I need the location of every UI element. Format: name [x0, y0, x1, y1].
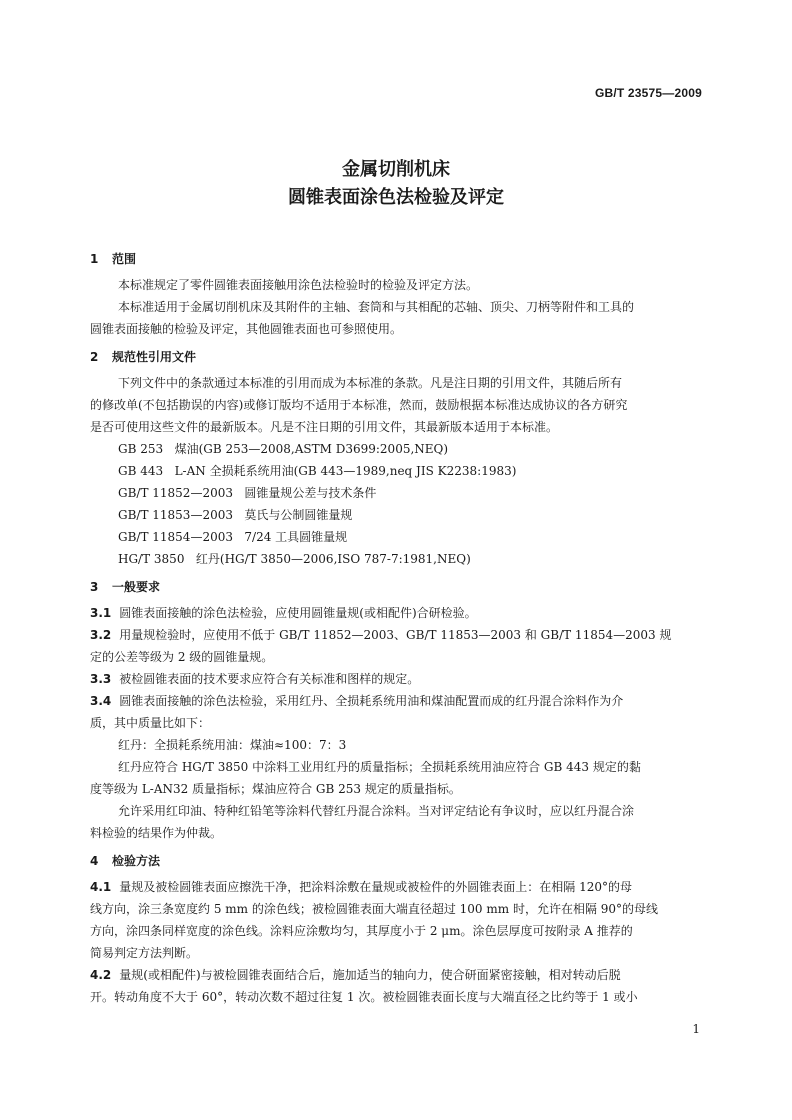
clause-number: 4.2 — [90, 968, 112, 982]
section-heading — [90, 850, 704, 872]
clause-continuation: 线方向，涂三条宽度约 5 mm 的涂色线；被检圆锥表面大端直径超过 100 mm 时，允许在相隔 90°的母线 — [90, 902, 659, 916]
section-number: 4 — [90, 854, 99, 868]
reference-item: GB/T 11854—2003 7/24 工具圆锥量规 — [118, 530, 348, 544]
clause-text: 量规及被检圆锥表面应擦洗干净，把涂料涂敷在量规或被检件的外圆锥表面上：在相隔 120°的母 — [119, 880, 632, 894]
clause — [90, 668, 704, 690]
section-heading — [90, 248, 704, 270]
document-title-line1: 金属切削机床 — [342, 159, 450, 180]
reference-item: HG/T 3850 红丹(HG/T 3850—2006,ISO 787-7:1981,NEQ) — [118, 552, 471, 566]
reference-item: GB/T 11852—2003 圆锥量规公差与技术条件 — [118, 486, 377, 500]
section-title: 范围 — [112, 252, 137, 266]
document-body — [90, 248, 704, 1008]
mass-ratio: 红丹：全损耗系统用油：煤油≈100：7：3 — [118, 738, 347, 752]
clause — [90, 876, 704, 898]
clause-text: 用量规检验时，应使用不低于 GB/T 11852—2003、GB/T 11853—2003 和 GB/T 11854—2003 规 — [119, 628, 672, 642]
paragraph-line: 料检验的结果作为仲裁。 — [90, 826, 223, 840]
clause-number: 4.1 — [90, 880, 112, 894]
clause — [90, 624, 704, 646]
paragraph-line: 本标准适用于金属切削机床及其附件的主轴、套筒和与其相配的芯轴、顶尖、刀柄等附件和工具的 — [118, 300, 635, 314]
reference-item: GB 253 煤油(GB 253—2008,ASTM D3699:2005,NEQ) — [118, 442, 449, 456]
reference-item: GB 443 L-AN 全损耗系统用油(GB 443—1989,neq JIS K2238:1983) — [118, 464, 517, 478]
clause-number: 3.2 — [90, 628, 112, 642]
paragraph-line: 允许采用红印油、特种红铅笔等涂料代替红丹混合涂料。当对评定结论有争议时，应以红丹混合涂 — [118, 804, 635, 818]
clause-continuation: 简易判定方法判断。 — [90, 946, 199, 960]
paragraph-line: 度等级为 L-AN32 质量指标；煤油应符合 GB 253 规定的质量指标。 — [90, 782, 461, 796]
clause-continuation: 定的公差等级为 2 级的圆锥量规。 — [90, 650, 274, 664]
clause-continuation: 质，其中质量比如下： — [90, 716, 211, 730]
clause-continuation: 开。转动角度不大于 60°，转动次数不超过往复 1 次。被检圆锥表面长度与大端直径之比约等于 1 或小 — [90, 990, 638, 1004]
section-title: 规范性引用文件 — [112, 350, 197, 364]
section-number: 3 — [90, 580, 99, 594]
document-title-line2: 圆锥表面涂色法检验及评定 — [288, 187, 504, 208]
section-number: 2 — [90, 350, 99, 364]
clause — [90, 690, 704, 712]
clause-text: 圆锥表面接触的涂色法检验，应使用圆锥量规(或相配件)合研检验。 — [119, 606, 477, 620]
paragraph-line: 是否可使用这些文件的最新版本。凡是不注日期的引用文件，其最新版本适用于本标准。 — [90, 420, 559, 434]
clause — [90, 602, 704, 624]
paragraph: 本标准规定了零件圆锥表面接触用涂色法检验时的检验及评定方法。 — [118, 278, 479, 292]
standard-code: GB/T 23575—2009 — [594, 86, 702, 100]
clause-number: 3.4 — [90, 694, 112, 708]
section-title: 检验方法 — [112, 854, 161, 868]
clause-text: 圆锥表面接触的涂色法检验，采用红丹、全损耗系统用油和煤油配置而成的红丹混合涂料作为介 — [119, 694, 624, 708]
clause — [90, 964, 704, 986]
reference-item: GB/T 11853—2003 莫氏与公制圆锥量规 — [118, 508, 353, 522]
page-number: 1 — [692, 1022, 700, 1036]
clause-text: 量规(或相配件)与被检圆锥表面结合后，施加适当的轴向力，使合研面紧密接触，相对转动后脱 — [119, 968, 621, 982]
clause-text: 被检圆锥表面的技术要求应符合有关标准和图样的规定。 — [119, 672, 420, 686]
paragraph-line: 红丹应符合 HG/T 3850 中涂料工业用红丹的质量指标；全损耗系统用油应符合 GB 443 规定的黏 — [118, 760, 641, 774]
clause-number: 3.1 — [90, 606, 112, 620]
section-heading — [90, 346, 704, 368]
paragraph-line: 下列文件中的条款通过本标准的引用而成为本标准的条款。凡是注日期的引用文件，其随后所有 — [118, 376, 623, 390]
paragraph-line: 的修改单(不包括勘误的内容)或修订版均不适用于本标准，然而，鼓励根据本标准达成协议的各方研究 — [90, 398, 628, 412]
paragraph-line: 圆锥表面接触的检验及评定，其他圆锥表面也可参照使用。 — [90, 322, 403, 336]
clause-number: 3.3 — [90, 672, 112, 686]
clause-continuation: 方向，涂四条同样宽度的涂色线。涂料应涂敷均匀，其厚度小于 2 μm。涂色层厚度可按附录 A 推荐的 — [90, 924, 633, 938]
section-heading — [90, 576, 704, 598]
section-title: 一般要求 — [112, 580, 161, 594]
section-number: 1 — [90, 252, 99, 266]
